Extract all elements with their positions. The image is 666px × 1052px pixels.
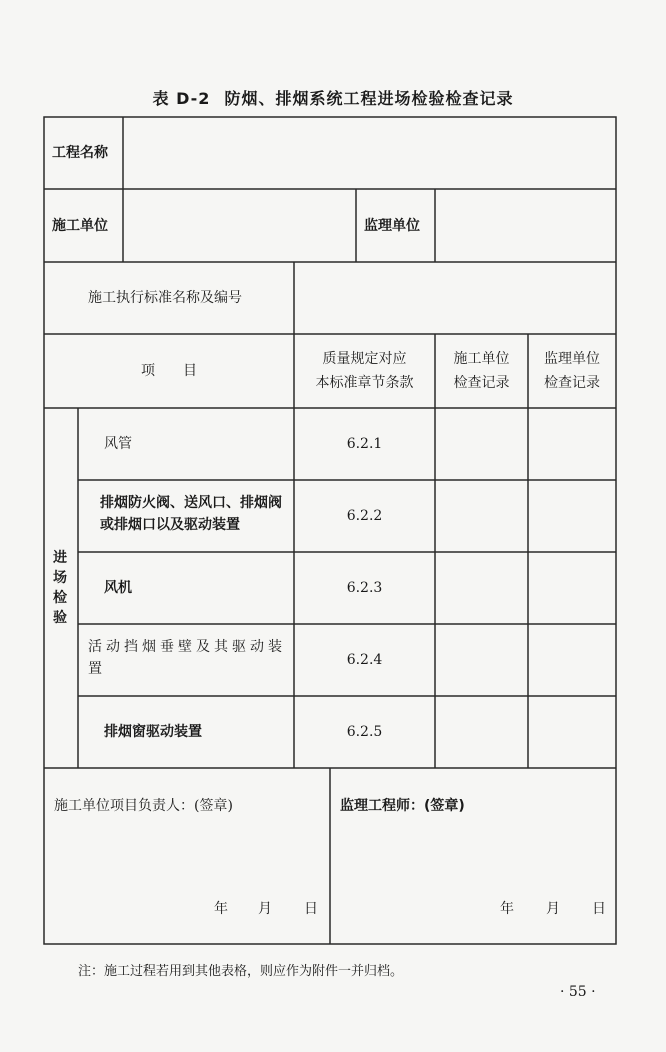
construction-unit-value[interactable] [124,190,355,261]
row-5-construction-record[interactable] [436,697,527,767]
supervision-signature-label: 监理工程师：(签章) [340,798,465,814]
construction-signature-label: 施工单位项目负责人：(签章) [54,798,233,814]
row-3-item: 风机 [104,580,132,596]
standard-label: 施工执行标准名称及编号 [88,290,242,306]
construction-month-label: 月 [258,901,272,917]
row-3-construction-record[interactable] [436,553,527,623]
construction-day-label: 日 [304,901,318,917]
row-5-clause: 6.2.5 [346,724,383,740]
supervision-day-label: 日 [592,901,606,917]
project-name-value[interactable] [124,118,615,188]
row-5-item: 排烟窗驱动装置 [104,724,202,740]
supervision-month-label: 月 [546,901,560,917]
supervision-year-label: 年 [500,901,514,917]
construction-check-header-line2: 检查记录 [453,375,510,391]
row-4-construction-record[interactable] [436,625,527,695]
clause-header-line1: 质量规定对应 [322,351,407,367]
supervision-check-header-line2: 检查记录 [544,375,600,391]
table-number: 表 D-2 [152,89,211,108]
supervision-unit-label: 监理单位 [364,218,420,234]
supervision-unit-value[interactable] [436,190,615,261]
row-1-clause: 6.2.1 [346,436,383,452]
footnote: 注：施工过程若用到其他表格，则应作为附件一并归档。 [78,964,404,979]
clause-header-line2: 本标准章节条款 [315,375,414,391]
construction-check-header-line1: 施工单位 [453,351,510,367]
row-2-item: 排烟防火阀、送风口、排烟阀或排烟口以及驱动装置 [100,495,282,533]
supervision-check-header-line1: 监理单位 [544,351,600,367]
construction-unit-label: 施工单位 [52,218,108,234]
row-3-supervision-record[interactable] [529,553,615,623]
page-number: · 55 · [560,984,596,1000]
row-4-item: 活动挡烟垂壁及其驱动装置 [88,639,286,677]
row-4-supervision-record[interactable] [529,625,615,695]
table-title-text: 防烟、排烟系统工程进场检验检查记录 [224,89,514,108]
row-2-construction-record[interactable] [436,481,527,551]
row-1-construction-record[interactable] [436,409,527,479]
construction-signature-area[interactable] [45,820,329,890]
construction-year-label: 年 [214,901,228,917]
standard-value[interactable] [295,263,615,333]
row-2-clause: 6.2.2 [346,508,383,524]
row-5-supervision-record[interactable] [529,697,615,767]
row-1-supervision-record[interactable] [529,409,615,479]
entry-inspection-group-label: 进场检验 [53,550,67,626]
project-name-label: 工程名称 [52,145,108,161]
row-2-supervision-record[interactable] [529,481,615,551]
row-3-clause: 6.2.3 [346,580,383,596]
supervision-signature-area[interactable] [331,820,615,890]
row-4-clause: 6.2.4 [346,652,383,668]
item-header: 项 目 [141,363,197,379]
row-1-item: 风管 [104,436,132,452]
